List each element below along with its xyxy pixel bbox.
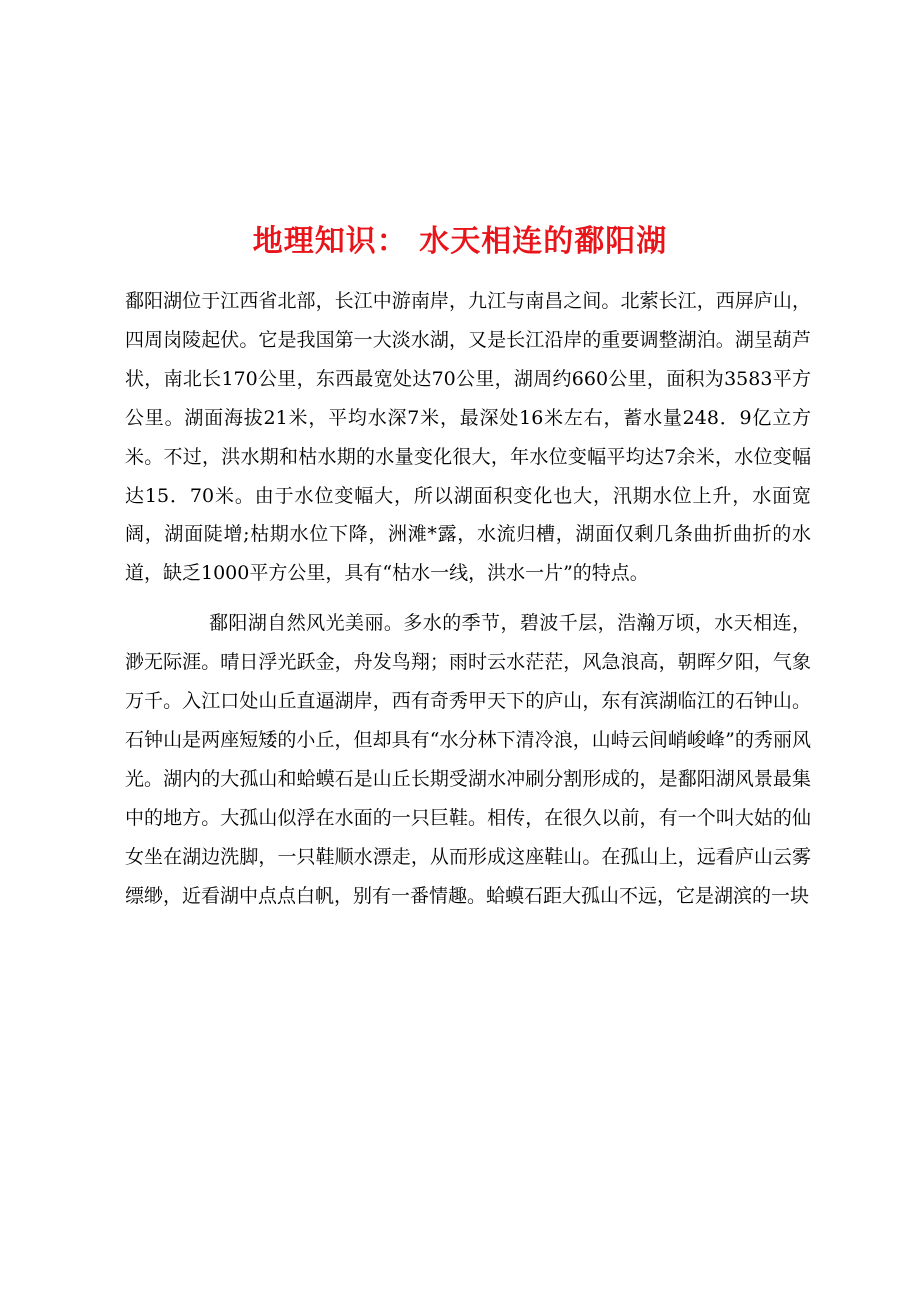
- paragraph-scenery: 鄱阳湖自然风光美丽。多水的季节，碧波千层，浩瀚万顷，水天相连，渺无际涯。晴日浮光跃金，舟发鸟翔；雨时云水茫茫，风急浪高，朝晖夕阳，气象万千。入江口处山丘直逼湖岸，西有奇秀甲天下的庐山，东有滨湖临江的石钟山。石钟山是两座短矮的小丘，但却具有“水分林下清冷浪，山峙云间峭峻峰”的秀丽风光。湖内的大孤山和蛤蟆石是山丘长期受湖水冲刷分割形成的，是鄱阳湖风景最集中的地方。大孤山似浮在水面的一只巨鞋。相传，在很久以前，有一个叫大姑的仙女坐在湖边洗脚，一只鞋顺水漂走，从而形成这座鞋山。在孤山上，远看庐山云雾缥缈，近看湖中点点白帆，别有一番情趣。蛤蟆石距大孤山不远，它是湖滨的一块: [125, 612, 811, 907]
- paragraph-introduction: 鄱阳湖位于江西省北部，长江中游南岸，九江与南昌之间。北萦长江，西屏庐山，四周岗陵起伏。它是我国第一大淡水湖，又是长江沿岸的重要调整湖泊。湖呈葫芦状，南北长170公里，东西最宽处达70公里，湖周约660公里，面积为3583平方公里。湖面海拔21米，平均水深7米，最深处16米左右，蓄水量248．9亿立方米。不过，洪水期和枯水期的水量变化很大，年水位变幅平均达7余米，水位变幅达15．70米。由于水位变幅大，所以湖面积变化也大，汛期水位上升，水面宽阔，湖面陡增;枯期水位下降，洲滩*露，水流归槽，湖面仅剩几条曲折曲折的水道，缺乏1000平方公里，具有“枯水一线，洪水一片”的特点。: [125, 290, 811, 585]
- document-body: [125, 282, 811, 916]
- page-title: 地理知识： 水天相连的鄱阳湖: [252, 224, 668, 260]
